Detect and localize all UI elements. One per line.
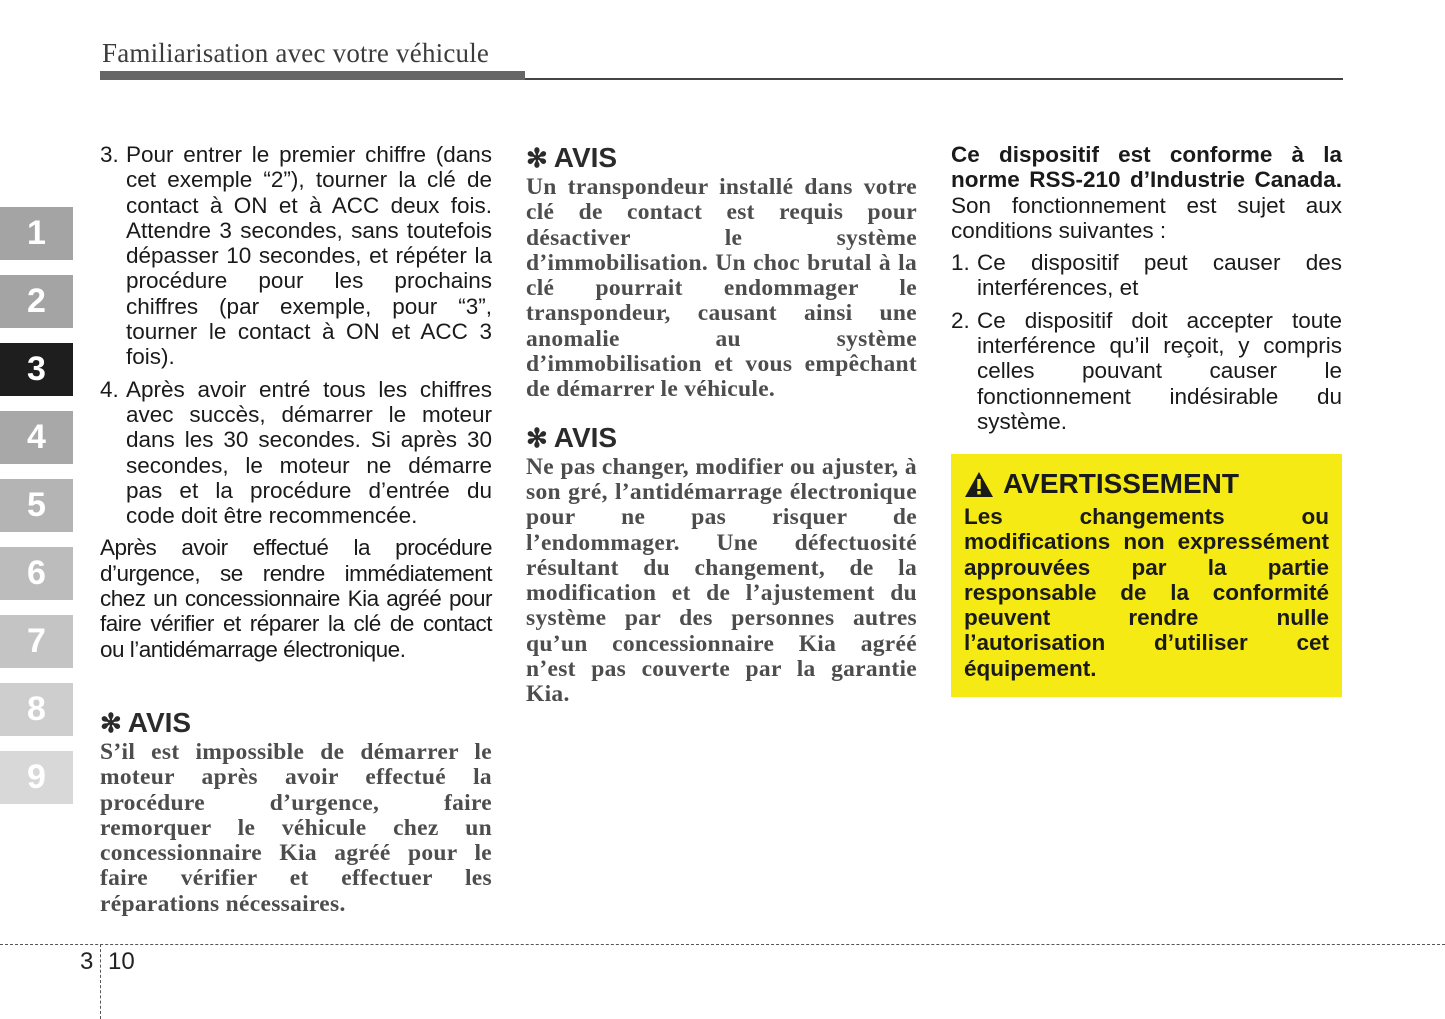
list-text: Pour entrer le premier chiffre (dans cet exemple “2”), tourner la clé de contact à ON et à ACC deux fois. Attendre 3 secondes, sans toutefois dépasser 10 secondes, et répéter la procédure pour les prochains chiffres (par exemple, pour “3”, tourner le contact à ON et ACC 3 fois). bbox=[126, 142, 492, 370]
chapter-tab-4[interactable]: 4 bbox=[0, 411, 73, 464]
warning-box bbox=[951, 454, 1342, 697]
warning-triangle-icon bbox=[964, 471, 994, 498]
chapter-tab-2[interactable]: 2 bbox=[0, 275, 73, 328]
list-item bbox=[951, 308, 1342, 434]
chapter-tab-3[interactable]: 3 bbox=[0, 343, 73, 396]
compliance-rest: Son fonctionnement est sujet aux conditions suivantes : bbox=[951, 192, 1342, 243]
avis-heading bbox=[100, 707, 492, 739]
warning-title: AVERTISSEMENT bbox=[1003, 468, 1239, 499]
list-text: Ce dispositif peut causer des interférences, et bbox=[977, 250, 1342, 301]
chapter-tab-9[interactable]: 9 bbox=[0, 751, 73, 804]
list-item bbox=[100, 377, 492, 529]
list-item bbox=[100, 142, 492, 370]
avis-body: Ne pas changer, modifier ou ajuster, à son gré, l’antidémarrage électronique pour ne pas risquer de l’endommager. Une défectuosité résultant du changement, de la modification et de l’ajustement du système par des personnes autres qu’un concessionnaire Kia agréé n’est pas couverte par la garantie Kia. bbox=[526, 453, 917, 708]
compliance-paragraph bbox=[951, 142, 1342, 243]
chapter-tab-6[interactable]: 6 bbox=[0, 547, 73, 600]
list-number: 1. bbox=[951, 250, 970, 276]
avis-body: Un transpondeur installé dans votre clé de contact est requis pour désactiver le système d’immobilisation. Un choc brutal à la clé pourrait endommager le transpondeur, causant ainsi une anomalie au système d’immobilisation et vous empêchant de démarrer le véhicule. bbox=[526, 174, 917, 403]
chapter-tab-8[interactable]: 8 bbox=[0, 683, 73, 736]
warning-body: Les changements ou modifications non expressément approuvées par la partie responsable de la conformité peuvent rendre nulle l’autorisation d’utiliser cet équipement. bbox=[964, 504, 1329, 681]
avis-heading bbox=[526, 422, 917, 454]
header-rule bbox=[525, 78, 1343, 80]
page-number: 10 bbox=[108, 948, 135, 975]
page-chapter-number: 3 bbox=[80, 948, 94, 975]
header-bar-thick bbox=[100, 71, 525, 80]
warning-heading bbox=[964, 468, 1329, 500]
column-left bbox=[100, 142, 492, 917]
avis-heading-label: AVIS bbox=[553, 421, 618, 453]
avis-heading bbox=[526, 142, 917, 174]
list-text: Ce dispositif doit accepter toute interférence qu’il reçoit, y compris celles pouvant causer le fonctionnement indésirable du système. bbox=[977, 307, 1342, 434]
compliance-bold: Ce dispositif est conforme à la norme RSS-210 d’Industrie Canada. bbox=[951, 142, 1342, 193]
footer-rule bbox=[0, 944, 1445, 945]
avis-heading-label: AVIS bbox=[553, 142, 618, 173]
list-number: 2. bbox=[951, 307, 970, 333]
list-text: Après avoir entré tous les chiffres avec succès, démarrer le moteur dans les 30 secondes. Si après 30 secondes, le moteur ne démarre pas et la procédure d’entrée du code doit être recommencée. bbox=[126, 376, 492, 529]
avis-body: S’il est impossible de démarrer le moteur après avoir effectué la procédure d’urgence, faire remorquer le véhicule chez un concessionnaire Kia agréé pour le faire vérifier et effectuer les réparations nécessaires. bbox=[100, 738, 492, 917]
chapter-tab-7[interactable]: 7 bbox=[0, 615, 73, 668]
asterisk-icon: ✻ bbox=[526, 143, 548, 173]
chapter-tab-5[interactable]: 5 bbox=[0, 479, 73, 532]
asterisk-icon: ✻ bbox=[526, 422, 548, 453]
column-right bbox=[951, 142, 1342, 441]
list-number: 3. bbox=[100, 142, 119, 167]
page-header-title: Familiarisation avec votre véhicule bbox=[102, 38, 490, 68]
chapter-tabs bbox=[0, 207, 73, 819]
asterisk-icon: ✻ bbox=[100, 707, 122, 738]
list-number: 4. bbox=[100, 376, 119, 402]
list-item bbox=[951, 250, 1342, 301]
footer-divider bbox=[100, 944, 101, 1019]
column-middle bbox=[526, 142, 917, 708]
avis-heading-label: AVIS bbox=[127, 706, 192, 738]
paragraph: Après avoir effectué la procédure d’urgence, se rendre immédiatement chez un concessionnaire Kia agréé pour faire vérifier et réparer la clé de contact ou l’antidémarrage électronique. bbox=[100, 535, 492, 662]
chapter-tab-1[interactable]: 1 bbox=[0, 207, 73, 260]
